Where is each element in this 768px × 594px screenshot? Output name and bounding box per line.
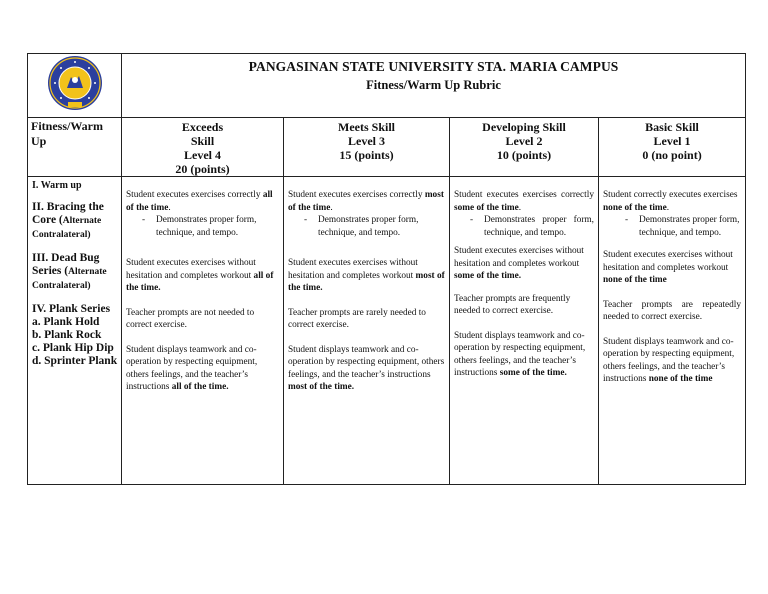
header-line: Basic Skill bbox=[645, 120, 699, 134]
prompts-text: Teacher prompts are not needed to correct exercise. bbox=[126, 307, 255, 330]
text: . bbox=[330, 202, 333, 213]
criterion-bracing-core bbox=[32, 201, 118, 242]
exceeds-description-cell bbox=[122, 177, 284, 485]
prompts-text: Teacher prompts are frequently needed to correct exercise. bbox=[454, 293, 571, 316]
header-line: Level 2 bbox=[505, 134, 543, 148]
column-header-basic bbox=[599, 118, 746, 177]
criterion-label: II. Bracing the Core ( bbox=[32, 201, 104, 226]
text: Student displays teamwork and co-operation by respecting equipment, others feelings, and the teacher’s instructions bbox=[126, 344, 258, 392]
completion-text bbox=[454, 245, 594, 283]
list-item: - Demonstrates proper form, technique, and tempo. bbox=[454, 214, 594, 239]
text: Student executes exercises without hesitation and completes workout bbox=[603, 250, 733, 273]
execution-text bbox=[288, 189, 445, 214]
text: . bbox=[666, 202, 670, 213]
text: . bbox=[518, 202, 522, 213]
column-header-exceeds bbox=[122, 118, 284, 177]
teamwork-text bbox=[603, 336, 741, 386]
header-line: 0 (no point) bbox=[642, 148, 702, 162]
emphasis: all of the time. bbox=[171, 382, 229, 392]
text: Student displays teamwork and co-operation by respecting equipment, others feelings, and the teacher’s instructions bbox=[288, 344, 445, 380]
header-line: Developing Skill bbox=[482, 120, 566, 134]
emphasis: all of the time. bbox=[126, 270, 274, 293]
list-item: - Demonstrates proper form, technique, and tempo. bbox=[126, 214, 279, 239]
header-line: Level 4 bbox=[184, 148, 221, 162]
column-header-criteria: Fitness/Warm Up bbox=[28, 118, 122, 177]
header-line: 15 (points) bbox=[339, 148, 394, 162]
bullet-list bbox=[288, 214, 445, 239]
execution-text bbox=[603, 189, 741, 214]
criterion-plank-series bbox=[32, 303, 118, 368]
university-seal-logo bbox=[47, 55, 103, 111]
bullet-list bbox=[454, 214, 594, 239]
column-header-developing bbox=[450, 118, 599, 177]
sub-criterion: c. Plank Hip Dip bbox=[32, 342, 114, 354]
bullet-list bbox=[126, 214, 279, 239]
text: Student executes exercises correctly bbox=[454, 190, 594, 200]
teamwork-text bbox=[454, 330, 594, 380]
criterion-warm-up: I. Warm up bbox=[32, 180, 82, 191]
logo-cell bbox=[28, 54, 122, 118]
text: Student displays teamwork and co-operation by respecting equipment, others feelings, and the teacher’s instructions bbox=[603, 336, 735, 384]
emphasis: some of the time. bbox=[454, 271, 522, 281]
completion-text bbox=[288, 257, 445, 295]
text: Student correctly executes exercises bbox=[603, 190, 738, 200]
sub-criterion: b. Plank Rock bbox=[32, 329, 102, 341]
rubric-table bbox=[27, 53, 746, 485]
text: Student executes exercises without hesitation and completes workout bbox=[288, 258, 418, 281]
list-item: - Demonstrates proper form, technique, and tempo. bbox=[603, 214, 741, 239]
header-line: 10 (points) bbox=[496, 148, 552, 162]
text: Student displays teamwork and co-operation by respecting equipment, others feelings, and the teacher’s instructions bbox=[454, 330, 586, 378]
text: Student executes exercises without hesitation and completes workout bbox=[126, 258, 256, 281]
text: Student executes exercises correctly bbox=[288, 190, 425, 200]
emphasis: some of the time bbox=[454, 202, 519, 213]
execution-text bbox=[126, 189, 279, 214]
rubric-body-row bbox=[28, 177, 746, 485]
emphasis: most of the time. bbox=[288, 270, 445, 293]
header-line: Skill bbox=[190, 134, 215, 148]
execution-text bbox=[454, 189, 594, 214]
criterion-note: Alternate Contralateral) bbox=[32, 216, 102, 240]
emphasis: none of the time bbox=[603, 275, 667, 285]
header-line: 20 (points) bbox=[175, 162, 230, 176]
meets-description-cell bbox=[284, 177, 450, 485]
header-line: Exceeds bbox=[181, 120, 224, 134]
emphasis: none of the time bbox=[603, 202, 667, 213]
title-row bbox=[28, 54, 746, 118]
text: Student executes exercises correctly bbox=[126, 190, 263, 200]
sub-criterion: d. Sprinter Plank bbox=[32, 355, 118, 367]
emphasis: none of the time bbox=[648, 374, 713, 384]
column-header-meets bbox=[284, 118, 450, 177]
emphasis: most of the time. bbox=[288, 382, 355, 392]
header-row bbox=[28, 118, 746, 177]
completion-text bbox=[603, 249, 741, 287]
emphasis: most of the time bbox=[288, 190, 444, 213]
emphasis: some of the time. bbox=[499, 368, 567, 378]
criterion-note: Alternate Contralateral) bbox=[32, 267, 107, 291]
criteria-cell bbox=[28, 177, 122, 485]
completion-text bbox=[126, 257, 279, 295]
criterion-dead-bug bbox=[32, 252, 118, 293]
basic-description-cell bbox=[599, 177, 746, 485]
header-line: Meets Skill bbox=[338, 120, 395, 134]
bullet-list bbox=[603, 214, 741, 239]
developing-description-cell bbox=[450, 177, 599, 485]
criterion-label: III. Dead Bug Series ( bbox=[32, 252, 100, 277]
teamwork-text bbox=[126, 344, 279, 394]
sub-criterion: a. Plank Hold bbox=[32, 316, 100, 328]
header-line: Level 3 bbox=[348, 134, 385, 148]
prompts-text: Teacher prompts are rarely needed to correct exercise. bbox=[288, 307, 426, 330]
teamwork-text bbox=[288, 344, 445, 394]
title-cell bbox=[122, 54, 746, 118]
header-line: Level 1 bbox=[653, 134, 691, 148]
list-item: - Demonstrates proper form, technique, and tempo. bbox=[288, 214, 445, 239]
document-subtitle: Fitness/Warm Up Rubric bbox=[366, 78, 501, 92]
text: Student executes exercises without hesitation and completes workout bbox=[454, 246, 584, 269]
criterion-label: IV. Plank Series bbox=[32, 303, 111, 315]
document-title: PANGASINAN STATE UNIVERSITY STA. MARIA CAMPUS bbox=[248, 59, 619, 74]
text: . bbox=[168, 202, 171, 213]
prompts-text: Teacher prompts are repeatedly needed to correct exercise. bbox=[603, 299, 742, 322]
emphasis: all of the time bbox=[126, 190, 273, 213]
